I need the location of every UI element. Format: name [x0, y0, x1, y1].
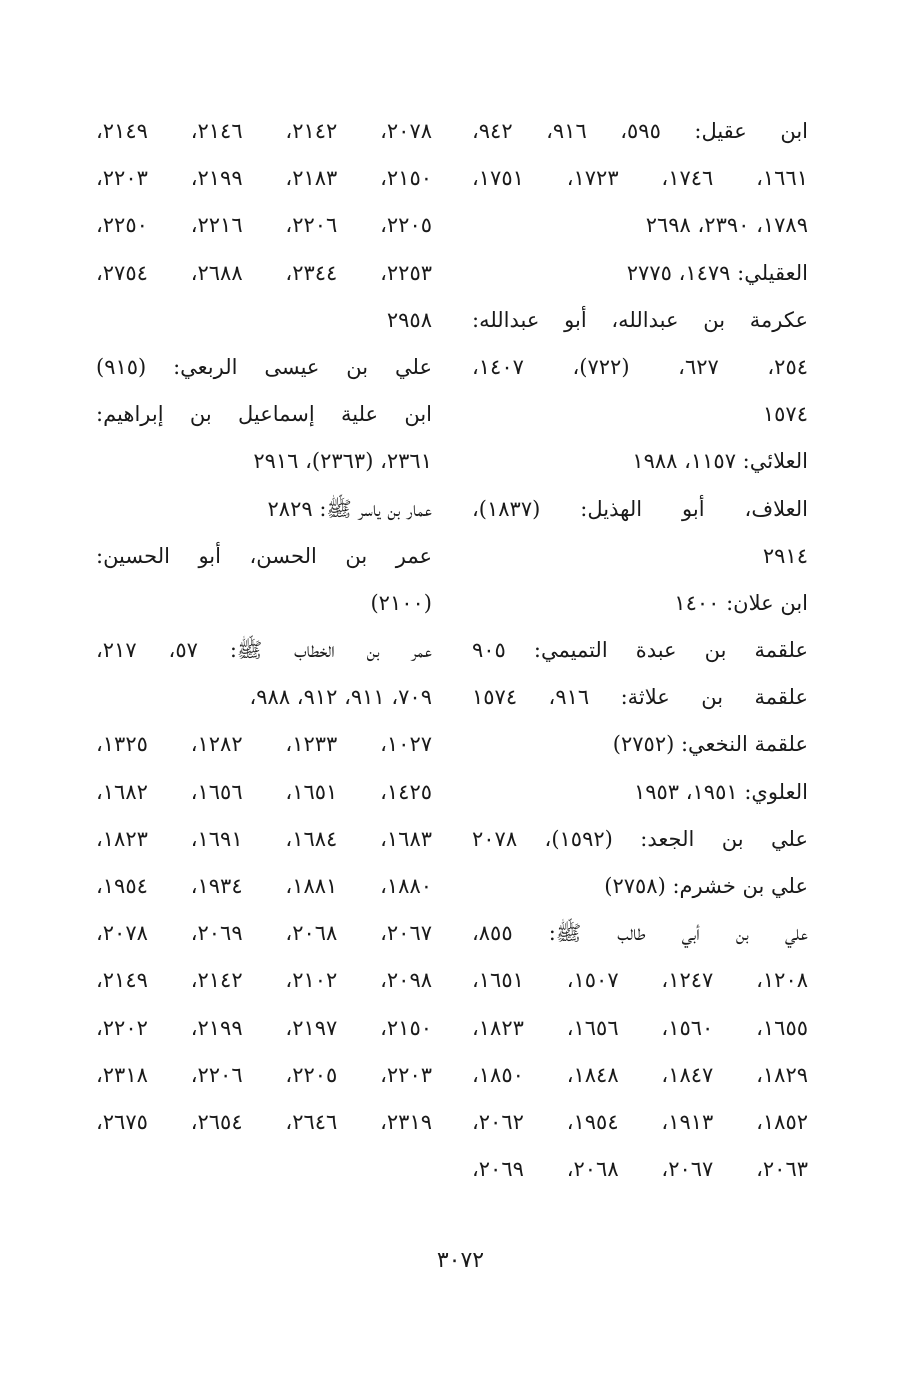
- index-line: ١٢٠٨، ١٢٤٧، ١٥٠٧، ١٦٥١،: [472, 968, 808, 993]
- index-line: ١٤٢٥، ١٦٥١، ١٦٥٦، ١٦٨٢،: [96, 779, 432, 804]
- index-line: عمار بن ياسر ﷺ: ٢٨٢٩: [267, 496, 432, 521]
- page-number: ٣٠٧٢: [436, 1248, 485, 1273]
- index-line: ١٧٨٩، ٢٣٩٠، ٢٦٩٨: [645, 213, 808, 238]
- index-line: عمر بن الخطاب ﷺ: ٥٧، ٢١٧،: [96, 638, 432, 663]
- index-line: ١٨٢٩، ١٨٤٧، ١٨٤٨، ١٨٥٠،: [472, 1062, 808, 1087]
- index-line: ٢١٥٠، ٢١٨٣، ٢١٩٩، ٢٢٠٣،: [96, 166, 432, 191]
- index-column-right: [472, 108, 808, 1218]
- index-line: عكرمة بن عبدالله، أبو عبدالله:: [472, 307, 808, 332]
- index-line: العقيلي: ١٤٧٩، ٢٧٧٥: [626, 260, 808, 285]
- index-line: علي بن عيسى الربعي: (٩١٥): [96, 354, 432, 379]
- index-line: ٢١٥٠، ٢١٩٧، ٢١٩٩، ٢٢٠٢،: [96, 1015, 432, 1040]
- index-line: ٢٢٥٣، ٢٣٤٤، ٢٦٨٨، ٢٧٥٤،: [96, 260, 432, 285]
- index-line: ٢٥٤، ٦٢٧، (٧٢٢)، ١٤٠٧،: [472, 354, 808, 379]
- index-line: علقمة بن عبدة التميمي: ٩٠٥: [472, 638, 808, 663]
- index-line: ٢٩٥٨: [386, 307, 432, 332]
- index-line: (٢١٠٠): [370, 590, 432, 615]
- index-line: ١٦٦١، ١٧٤٦، ١٧٢٣، ١٧٥١،: [472, 166, 808, 191]
- index-line: ٢٠٦٣، ٢٠٦٧، ٢٠٦٨، ٢٠٦٩،: [472, 1157, 808, 1182]
- index-line: العلوي: ١٩٥١، ١٩٥٣: [633, 779, 808, 804]
- index-line: ٢٢٠٣، ٢٢٠٥، ٢٢٠٦، ٢٣١٨،: [96, 1062, 432, 1087]
- index-line: علقمة بن علاثة: ٩١٦، ١٥٧٤: [472, 685, 808, 710]
- index-line: علي بن الجعد: (١٥٩٢)، ٢٠٧٨: [472, 826, 808, 851]
- index-line: العلائي: ١١٥٧، ١٩٨٨: [632, 449, 808, 474]
- index-line: ١٥٧٤: [762, 402, 808, 427]
- index-line: العلاف، أبو الهذيل: (١٨٣٧)،: [472, 496, 808, 521]
- index-line: ٧٠٩، ٩١١، ٩١٢، ٩٨٨،: [249, 685, 432, 710]
- index-line: ١٠٢٧، ١٢٣٣، ١٢٨٢، ١٣٢٥،: [96, 732, 432, 757]
- index-column-left: [96, 108, 432, 1218]
- index-line: ٢٠٩٨، ٢١٠٢، ٢١٤٢، ٢١٤٩،: [96, 968, 432, 993]
- index-line: ٢٩١٤: [762, 543, 808, 568]
- index-line: علقمة النخعي: (٢٧٥٢): [612, 732, 808, 757]
- index-line: ابن عقيل: ٥٩٥، ٩١٦، ٩٤٢،: [472, 119, 808, 143]
- index-line: ابن علية إسماعيل بن إبراهيم:: [96, 402, 432, 427]
- index-line: ٢٣١٩، ٢٦٤٦، ٢٦٥٤، ٢٦٧٥،: [96, 1109, 432, 1134]
- index-line: علي بن أبي طالب ﷺ: ٨٥٥،: [472, 921, 808, 946]
- index-line: علي بن خشرم: (٢٧٥٨): [604, 874, 808, 898]
- index-line: ٢٠٦٧، ٢٠٦٨، ٢٠٦٩، ٢٠٧٨،: [96, 921, 432, 946]
- index-line: ١٦٨٣، ١٦٨٤، ١٦٩١، ١٨٢٣،: [96, 826, 432, 851]
- index-line: ٢٢٠٥، ٢٢٠٦، ٢٢١٦، ٢٢٥٠،: [96, 213, 432, 238]
- index-line: ابن علان: ١٤٠٠: [674, 590, 808, 615]
- index-line: ٢٠٧٨، ٢١٤٢، ٢١٤٦، ٢١٤٩،: [96, 119, 432, 143]
- index-line: ١٨٥٢، ١٩١٣، ١٩٥٤، ٢٠٦٢،: [472, 1109, 808, 1134]
- index-line: ١٨٨٠، ١٨٨١، ١٩٣٤، ١٩٥٤،: [96, 874, 432, 898]
- index-line: ٢٣٦١، (٢٣٦٣)، ٢٩١٦: [253, 449, 432, 474]
- index-line: ١٦٥٥، ١٥٦٠، ١٦٥٦، ١٨٢٣،: [472, 1015, 808, 1040]
- index-line: عمر بن الحسن، أبو الحسين:: [96, 543, 432, 568]
- index-page: [96, 108, 808, 1218]
